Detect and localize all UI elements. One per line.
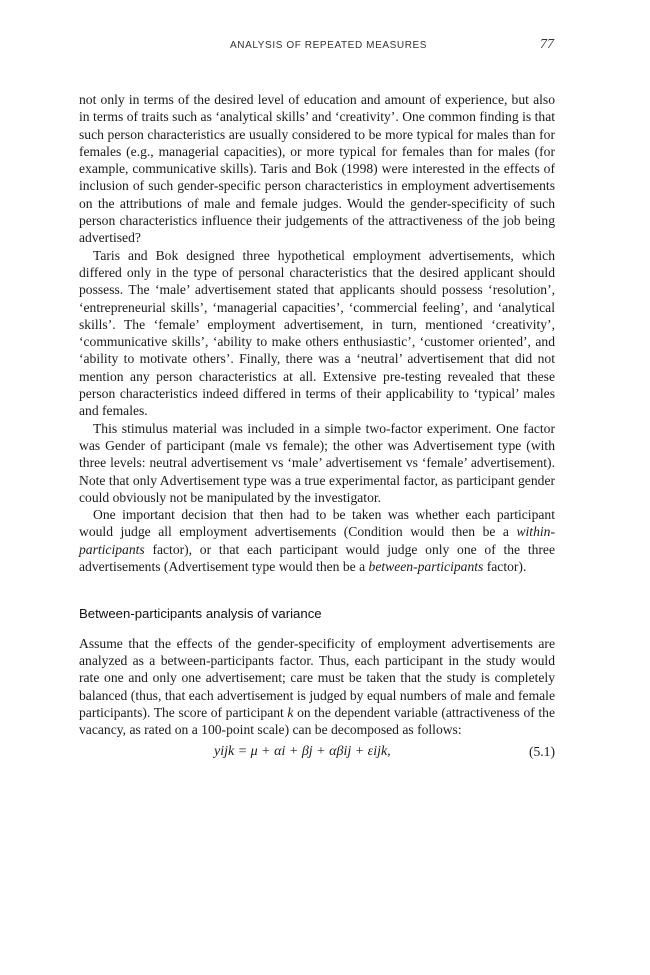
equation-5-1 [79,743,555,763]
running-head [0,39,650,59]
paragraph-4-text-3: factor). [483,559,527,575]
paragraph-1: not only in terms of the desired level of education and amount of experience, but also in terms of traits such as ‘analytical skills’ and ‘creativity’. One common finding is that such person characteristics are usually considered to be more typical for males than for females (e.g., managerial capacities), or more typical for females than for males (for example, communicative skills). Taris and Bok (1998) were interested in the effects of inclusion of such gender-specific person characteristics in employment advertisements on the attributions of male and female judges. Would the gender-specificity of such person characteristics influence their judgements of the attractiveness of the job being advertised? [79,92,555,246]
section-heading: Between-participants analysis of variance [79,606,322,622]
paragraph-5-text-2: on the dependent variable (attractiveness of the vacancy, as rated on a 100-point scale) can be decomposed as follows: [79,704,555,738]
paragraph-4 [79,506,555,575]
equation-number: (5.1) [528,744,555,760]
running-title: ANALYSIS OF REPEATED MEASURES [230,40,428,51]
body-text [79,91,555,763]
page-number: 77 [540,37,554,52]
paragraph-4-text-2: factor), or that each participant would judge only one of the three advertisements (Advertisement type would then be a [79,541,555,575]
between-participants-term: between-participants [368,559,484,575]
paragraph-5 [79,635,555,739]
participant-index-k: k [287,704,294,720]
paragraph-2: Taris and Bok designed three hypothetical employment advertisements, which differed only in the type of personal characteristics that the desired applicant should possess. The ‘male’ advertisement stated that applicants should possess ‘resolution’, ‘entrepreneurial skills’, ‘managerial capacities’, ‘commercial feeling’, and ‘analytical skills’. The ‘female’ employment advertisement, in turn, mentioned ‘creativity’, ‘communicative skills’, ‘ability to make others enthusiastic’, ‘customer oriented’, and ‘ability to motivate others’. Finally, there was a ‘neutral’ advertisement that did not mention any person characteristics at all. Extensive pre-testing revealed that these person characteristics indeed differed in terms of their applicability to ‘typical’ males and females. [79,247,555,419]
within-participants-term: within-participants [79,524,555,557]
paragraph-4-text-1: One important decision that then had to be taken was whether each participant would judge all employment advertisements (Condition would then be a [79,507,555,540]
paragraph-5-text-1: Assume that the effects of the gender-specificity of employment advertisements are analyzed as a between-participants factor. Thus, each participant in the study would rate one and only one advertisement; care must be taken that the study is completely balanced (thus, that each advertisement is judged by equal numbers of male and female participants). The score of participant [79,635,555,720]
paragraph-3: This stimulus material was included in a simple two-factor experiment. One factor was Gender of participant (male vs female); the other was Advertisement type (with three levels: neutral advertisement vs ‘male’ advertisement vs ‘female’ advertisement). Note that only Advertisement type was a true experimental factor, as participant gender could obviously not be manipulated by the investigator. [79,420,555,505]
equation-formula: yijk = μ + αi + βj + αβij + εijk, [214,744,391,760]
